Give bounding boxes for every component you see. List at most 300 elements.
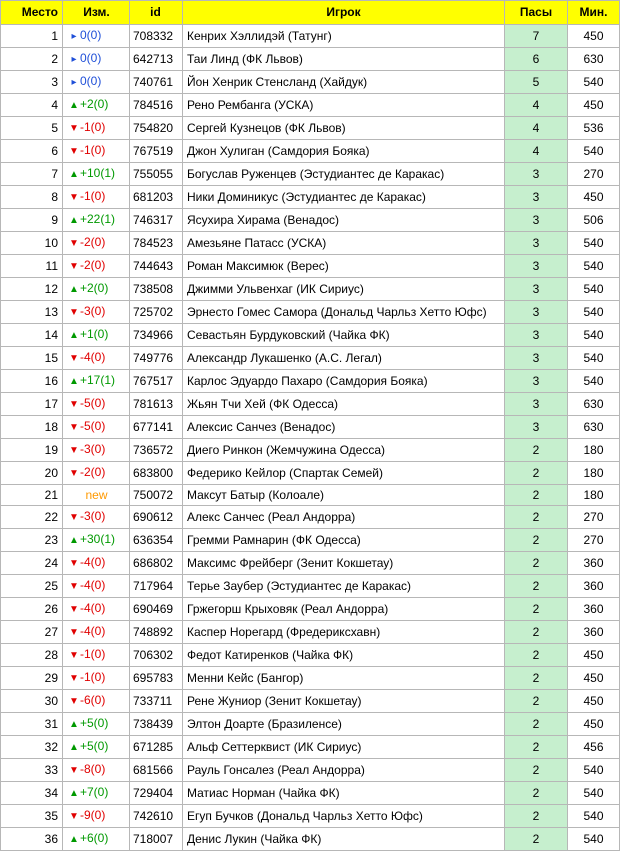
change-value: -4(0)	[80, 578, 106, 592]
rank-cell: 3	[1, 71, 63, 94]
arrow-up-icon: ▲	[69, 719, 79, 730]
player-name-cell: Сергей Кузнецов (ФК Львов)	[183, 117, 505, 140]
assists-cell: 2	[505, 506, 568, 529]
assists-cell: 4	[505, 94, 568, 117]
minutes-cell: 450	[568, 644, 620, 667]
arrow-up-icon: ▲	[69, 215, 79, 226]
change-cell	[63, 71, 130, 94]
player-id-cell: 636354	[130, 529, 183, 552]
player-id-cell: 746317	[130, 209, 183, 232]
player-id-cell: 708332	[130, 25, 183, 48]
player-name-cell: Каспер Норегард (Фредериксхавн)	[183, 621, 505, 644]
assists-cell: 3	[505, 370, 568, 393]
change-cell	[63, 255, 130, 278]
change-value: +17(1)	[80, 373, 116, 387]
player-name-cell: Алексис Санчез (Венадос)	[183, 416, 505, 439]
table-row	[1, 598, 620, 621]
change-value: +2(0)	[80, 281, 109, 295]
rank-cell: 23	[1, 529, 63, 552]
rank-cell: 16	[1, 370, 63, 393]
rank-cell: 32	[1, 736, 63, 759]
minutes-cell: 450	[568, 94, 620, 117]
arrow-up-icon: ▲	[69, 834, 79, 845]
minutes-cell: 180	[568, 485, 620, 506]
assists-cell: 4	[505, 140, 568, 163]
change-cell	[63, 667, 130, 690]
minutes-cell: 450	[568, 713, 620, 736]
table-row	[1, 485, 620, 506]
change-value: -1(0)	[80, 189, 106, 203]
change-cell	[63, 828, 130, 851]
change-value: +30(1)	[80, 532, 116, 546]
player-name-cell: Элтон Доарте (Бразиленсе)	[183, 713, 505, 736]
change-cell	[63, 209, 130, 232]
rank-cell: 9	[1, 209, 63, 232]
minutes-cell: 456	[568, 736, 620, 759]
arrow-up-icon: ▲	[69, 742, 79, 753]
arrow-down-icon: ▼	[69, 811, 79, 822]
arrow-down-icon: ▼	[69, 399, 79, 410]
change-value: -9(0)	[80, 808, 106, 822]
arrow-up-icon: ▲	[69, 788, 79, 799]
player-id-cell: 706302	[130, 644, 183, 667]
assists-cell: 5	[505, 71, 568, 94]
assists-cell: 2	[505, 575, 568, 598]
minutes-cell: 270	[568, 529, 620, 552]
player-name-cell: Рене Жуниор (Зенит Кокшетау)	[183, 690, 505, 713]
change-value: +1(0)	[80, 327, 109, 341]
minutes-cell: 450	[568, 25, 620, 48]
table-row	[1, 667, 620, 690]
change-cell	[63, 301, 130, 324]
minutes-cell: 540	[568, 232, 620, 255]
player-id-cell: 738439	[130, 713, 183, 736]
change-cell	[63, 506, 130, 529]
assists-cell: 2	[505, 598, 568, 621]
change-cell	[63, 621, 130, 644]
player-name-cell: Терье Заубер (Эстудиантес де Каракас)	[183, 575, 505, 598]
change-cell	[63, 575, 130, 598]
minutes-cell: 540	[568, 347, 620, 370]
rank-cell: 30	[1, 690, 63, 713]
table-row	[1, 416, 620, 439]
change-cell	[63, 370, 130, 393]
player-id-cell: 767519	[130, 140, 183, 163]
player-id-cell: 742610	[130, 805, 183, 828]
rank-cell: 33	[1, 759, 63, 782]
arrow-right-icon: ▸	[71, 31, 77, 42]
rank-cell: 2	[1, 48, 63, 71]
player-name-cell: Таи Линд (ФК Львов)	[183, 48, 505, 71]
change-value: -3(0)	[80, 509, 106, 523]
player-name-cell: Менни Кейс (Бангор)	[183, 667, 505, 690]
change-value: 0(0)	[80, 74, 102, 88]
player-name-cell: Амезьяне Патасс (УСКА)	[183, 232, 505, 255]
change-cell	[63, 485, 130, 506]
minutes-cell: 270	[568, 163, 620, 186]
header-rank[interactable]: Место	[1, 1, 63, 25]
player-id-cell: 740761	[130, 71, 183, 94]
assists-cell: 2	[505, 805, 568, 828]
player-id-cell: 744643	[130, 255, 183, 278]
arrow-down-icon: ▼	[69, 353, 79, 364]
rank-cell: 20	[1, 462, 63, 485]
rank-cell: 12	[1, 278, 63, 301]
arrow-down-icon: ▼	[69, 581, 79, 592]
header-id[interactable]: id	[130, 1, 183, 25]
table-row	[1, 462, 620, 485]
minutes-cell: 540	[568, 71, 620, 94]
player-id-cell: 690469	[130, 598, 183, 621]
assists-cell: 3	[505, 209, 568, 232]
minutes-cell: 180	[568, 462, 620, 485]
player-name-cell: Максут Батыр (Колоале)	[183, 485, 505, 506]
change-value: -1(0)	[80, 143, 106, 157]
player-name-cell: Егуп Бучков (Дональд Чарльз Хетто Юфс)	[183, 805, 505, 828]
change-cell	[63, 690, 130, 713]
assists-cell: 2	[505, 759, 568, 782]
arrow-up-icon: ▲	[69, 535, 79, 546]
rank-cell: 34	[1, 782, 63, 805]
minutes-cell: 360	[568, 598, 620, 621]
assists-cell: 3	[505, 278, 568, 301]
arrow-down-icon: ▼	[69, 192, 79, 203]
table-row	[1, 621, 620, 644]
arrow-right-icon: ▸	[71, 77, 77, 88]
player-id-cell: 725702	[130, 301, 183, 324]
change-cell	[63, 393, 130, 416]
table-row	[1, 529, 620, 552]
minutes-cell: 270	[568, 506, 620, 529]
player-id-cell: 738508	[130, 278, 183, 301]
minutes-cell: 540	[568, 805, 620, 828]
table-row	[1, 370, 620, 393]
player-id-cell: 671285	[130, 736, 183, 759]
player-name-cell: Рено Рембанга (УСКА)	[183, 94, 505, 117]
table-row	[1, 690, 620, 713]
rank-cell: 13	[1, 301, 63, 324]
change-value: -2(0)	[80, 235, 106, 249]
player-name-cell: Алекс Санчес (Реал Андорра)	[183, 506, 505, 529]
change-value: -4(0)	[80, 624, 106, 638]
change-value: -5(0)	[80, 396, 106, 410]
player-id-cell: 748892	[130, 621, 183, 644]
rank-cell: 22	[1, 506, 63, 529]
change-cell	[63, 232, 130, 255]
assists-cell: 2	[505, 782, 568, 805]
minutes-cell: 540	[568, 782, 620, 805]
player-id-cell: 690612	[130, 506, 183, 529]
change-value: -2(0)	[80, 465, 106, 479]
player-name-cell: Ясухира Хирама (Венадос)	[183, 209, 505, 232]
change-cell	[63, 713, 130, 736]
arrow-down-icon: ▼	[69, 673, 79, 684]
assists-cell: 3	[505, 393, 568, 416]
player-name-cell: Гржегорш Крыховяк (Реал Андорра)	[183, 598, 505, 621]
player-id-cell: 784523	[130, 232, 183, 255]
rank-cell: 31	[1, 713, 63, 736]
player-id-cell: 642713	[130, 48, 183, 71]
change-value: +22(1)	[80, 212, 116, 226]
player-id-cell: 784516	[130, 94, 183, 117]
player-name-cell: Гремми Рамнарин (ФК Одесса)	[183, 529, 505, 552]
change-value: -6(0)	[80, 693, 106, 707]
arrow-down-icon: ▼	[69, 558, 79, 569]
minutes-cell: 536	[568, 117, 620, 140]
change-cell	[63, 805, 130, 828]
change-cell	[63, 759, 130, 782]
player-name-cell: Рауль Гонсалез (Реал Андорра)	[183, 759, 505, 782]
player-id-cell: 717964	[130, 575, 183, 598]
change-value: -1(0)	[80, 647, 106, 661]
rank-cell: 1	[1, 25, 63, 48]
table-row	[1, 48, 620, 71]
rank-cell: 6	[1, 140, 63, 163]
change-cell	[63, 598, 130, 621]
player-id-cell: 767517	[130, 370, 183, 393]
change-value: -3(0)	[80, 442, 106, 456]
player-name-cell: Богуслав Руженцев (Эстудиантес де Каракас)	[183, 163, 505, 186]
player-id-cell: 754820	[130, 117, 183, 140]
rank-cell: 25	[1, 575, 63, 598]
assists-cell: 2	[505, 644, 568, 667]
change-cell	[63, 644, 130, 667]
table-row	[1, 71, 620, 94]
player-name-cell: Эрнесто Гомес Самора (Дональд Чарльз Хетто Юфс)	[183, 301, 505, 324]
assists-cell: 2	[505, 690, 568, 713]
change-value: +5(0)	[80, 739, 109, 753]
change-value: -4(0)	[80, 555, 106, 569]
arrow-down-icon: ▼	[69, 765, 79, 776]
assists-cell: 4	[505, 117, 568, 140]
change-cell	[63, 48, 130, 71]
player-name-cell: Альф Сеттерквист (ИК Сириус)	[183, 736, 505, 759]
player-name-cell: Ники Доминикус (Эстудиантес де Каракас)	[183, 186, 505, 209]
player-name-cell: Карлос Эдуардо Пахаро (Самдория Бояка)	[183, 370, 505, 393]
minutes-cell: 506	[568, 209, 620, 232]
minutes-cell: 540	[568, 278, 620, 301]
assists-cell: 7	[505, 25, 568, 48]
header-change[interactable]: Изм.	[63, 1, 130, 25]
rank-cell: 24	[1, 552, 63, 575]
header-assists[interactable]: Пасы	[505, 1, 568, 25]
minutes-cell: 630	[568, 48, 620, 71]
change-value: -4(0)	[80, 350, 106, 364]
arrow-down-icon: ▼	[69, 604, 79, 615]
change-value: -5(0)	[80, 419, 106, 433]
rank-cell: 4	[1, 94, 63, 117]
table-row	[1, 713, 620, 736]
change-cell	[63, 163, 130, 186]
header-row	[1, 1, 620, 25]
rank-cell: 35	[1, 805, 63, 828]
change-value: -1(0)	[80, 670, 106, 684]
minutes-cell: 630	[568, 416, 620, 439]
table-row	[1, 439, 620, 462]
player-id-cell: 733711	[130, 690, 183, 713]
table-row	[1, 736, 620, 759]
assists-cell: 2	[505, 736, 568, 759]
change-cell	[63, 462, 130, 485]
table-row	[1, 324, 620, 347]
change-cell	[63, 347, 130, 370]
arrow-down-icon: ▼	[69, 445, 79, 456]
change-cell	[63, 324, 130, 347]
arrow-up-icon: ▲	[69, 169, 79, 180]
assists-cell: 2	[505, 485, 568, 506]
rank-cell: 5	[1, 117, 63, 140]
change-cell	[63, 94, 130, 117]
change-value: new	[85, 488, 108, 502]
rank-cell: 8	[1, 186, 63, 209]
table-row	[1, 232, 620, 255]
assists-cell: 2	[505, 621, 568, 644]
table-row	[1, 552, 620, 575]
rank-cell: 28	[1, 644, 63, 667]
arrow-up-icon: ▲	[69, 100, 79, 111]
change-cell	[63, 736, 130, 759]
change-value: 0(0)	[80, 28, 102, 42]
rank-cell: 11	[1, 255, 63, 278]
table-row	[1, 644, 620, 667]
table-row	[1, 209, 620, 232]
minutes-cell: 540	[568, 828, 620, 851]
table-row	[1, 347, 620, 370]
arrow-down-icon: ▼	[69, 627, 79, 638]
assists-cell: 3	[505, 163, 568, 186]
assists-cell: 6	[505, 48, 568, 71]
assists-cell: 2	[505, 462, 568, 485]
change-cell	[63, 278, 130, 301]
arrow-up-icon: ▲	[69, 284, 79, 295]
player-name-cell: Джон Хулиган (Самдория Бояка)	[183, 140, 505, 163]
player-name-cell: Кенрих Хэллидэй (Татунг)	[183, 25, 505, 48]
player-name-cell: Диего Ринкон (Жемчужина Одесса)	[183, 439, 505, 462]
arrow-down-icon: ▼	[69, 146, 79, 157]
player-id-cell: 734966	[130, 324, 183, 347]
table-row	[1, 575, 620, 598]
player-id-cell: 718007	[130, 828, 183, 851]
rank-cell: 27	[1, 621, 63, 644]
table-row	[1, 782, 620, 805]
arrow-up-icon: ▲	[69, 330, 79, 341]
minutes-cell: 540	[568, 370, 620, 393]
change-value: 0(0)	[80, 51, 102, 65]
player-name-cell: Жьян Тчи Хей (ФК Одесса)	[183, 393, 505, 416]
minutes-cell: 360	[568, 621, 620, 644]
rank-cell: 29	[1, 667, 63, 690]
player-name-cell: Федот Катиренков (Чайка ФК)	[183, 644, 505, 667]
rank-cell: 19	[1, 439, 63, 462]
assists-cell: 2	[505, 667, 568, 690]
player-id-cell: 755055	[130, 163, 183, 186]
change-cell	[63, 186, 130, 209]
player-id-cell: 681203	[130, 186, 183, 209]
assists-cell: 3	[505, 324, 568, 347]
player-name-cell: Йон Хенрик Стенсланд (Хайдук)	[183, 71, 505, 94]
table-row	[1, 393, 620, 416]
player-name-cell: Роман Максимюк (Верес)	[183, 255, 505, 278]
minutes-cell: 540	[568, 301, 620, 324]
arrow-down-icon: ▼	[69, 512, 79, 523]
table-row	[1, 301, 620, 324]
table-row	[1, 759, 620, 782]
assists-cell: 2	[505, 552, 568, 575]
rank-cell: 15	[1, 347, 63, 370]
minutes-cell: 540	[568, 759, 620, 782]
assists-cell: 3	[505, 186, 568, 209]
player-id-cell: 750072	[130, 485, 183, 506]
player-id-cell: 683800	[130, 462, 183, 485]
rank-cell: 7	[1, 163, 63, 186]
assists-cell: 2	[505, 828, 568, 851]
player-id-cell: 729404	[130, 782, 183, 805]
table-row	[1, 163, 620, 186]
change-value: +5(0)	[80, 716, 109, 730]
rank-cell: 18	[1, 416, 63, 439]
arrow-down-icon: ▼	[69, 238, 79, 249]
rank-cell: 36	[1, 828, 63, 851]
assists-cell: 2	[505, 713, 568, 736]
table-row	[1, 94, 620, 117]
header-player[interactable]: Игрок	[183, 1, 505, 25]
rank-cell: 26	[1, 598, 63, 621]
arrow-down-icon: ▼	[69, 468, 79, 479]
minutes-cell: 450	[568, 186, 620, 209]
arrow-up-icon: ▲	[69, 376, 79, 387]
minutes-cell: 450	[568, 667, 620, 690]
change-cell	[63, 782, 130, 805]
change-value: +7(0)	[80, 785, 109, 799]
table-row	[1, 255, 620, 278]
change-cell	[63, 416, 130, 439]
player-name-cell: Александр Лукашенко (А.С. Легал)	[183, 347, 505, 370]
change-value: +10(1)	[80, 166, 116, 180]
header-minutes[interactable]: Мин.	[568, 1, 620, 25]
player-id-cell: 677141	[130, 416, 183, 439]
player-name-cell: Матиас Норман (Чайка ФК)	[183, 782, 505, 805]
arrow-right-icon: ▸	[71, 54, 77, 65]
assists-cell: 3	[505, 255, 568, 278]
change-cell	[63, 140, 130, 163]
rank-cell: 17	[1, 393, 63, 416]
minutes-cell: 540	[568, 324, 620, 347]
minutes-cell: 450	[568, 690, 620, 713]
arrow-down-icon: ▼	[69, 422, 79, 433]
player-name-cell: Максимс Фрейберг (Зенит Кокшетау)	[183, 552, 505, 575]
player-id-cell: 781613	[130, 393, 183, 416]
change-cell	[63, 117, 130, 140]
change-value: -2(0)	[80, 258, 106, 272]
minutes-cell: 630	[568, 393, 620, 416]
minutes-cell: 540	[568, 140, 620, 163]
table-row	[1, 186, 620, 209]
player-id-cell: 686802	[130, 552, 183, 575]
change-value: -8(0)	[80, 762, 106, 776]
arrow-down-icon: ▼	[69, 650, 79, 661]
arrow-down-icon: ▼	[69, 696, 79, 707]
player-id-cell: 681566	[130, 759, 183, 782]
change-cell	[63, 25, 130, 48]
arrow-down-icon: ▼	[69, 307, 79, 318]
player-id-cell: 736572	[130, 439, 183, 462]
table-row	[1, 805, 620, 828]
change-value: +6(0)	[80, 831, 109, 845]
table-row	[1, 117, 620, 140]
table-row	[1, 25, 620, 48]
assists-cell: 3	[505, 232, 568, 255]
change-value: -4(0)	[80, 601, 106, 615]
